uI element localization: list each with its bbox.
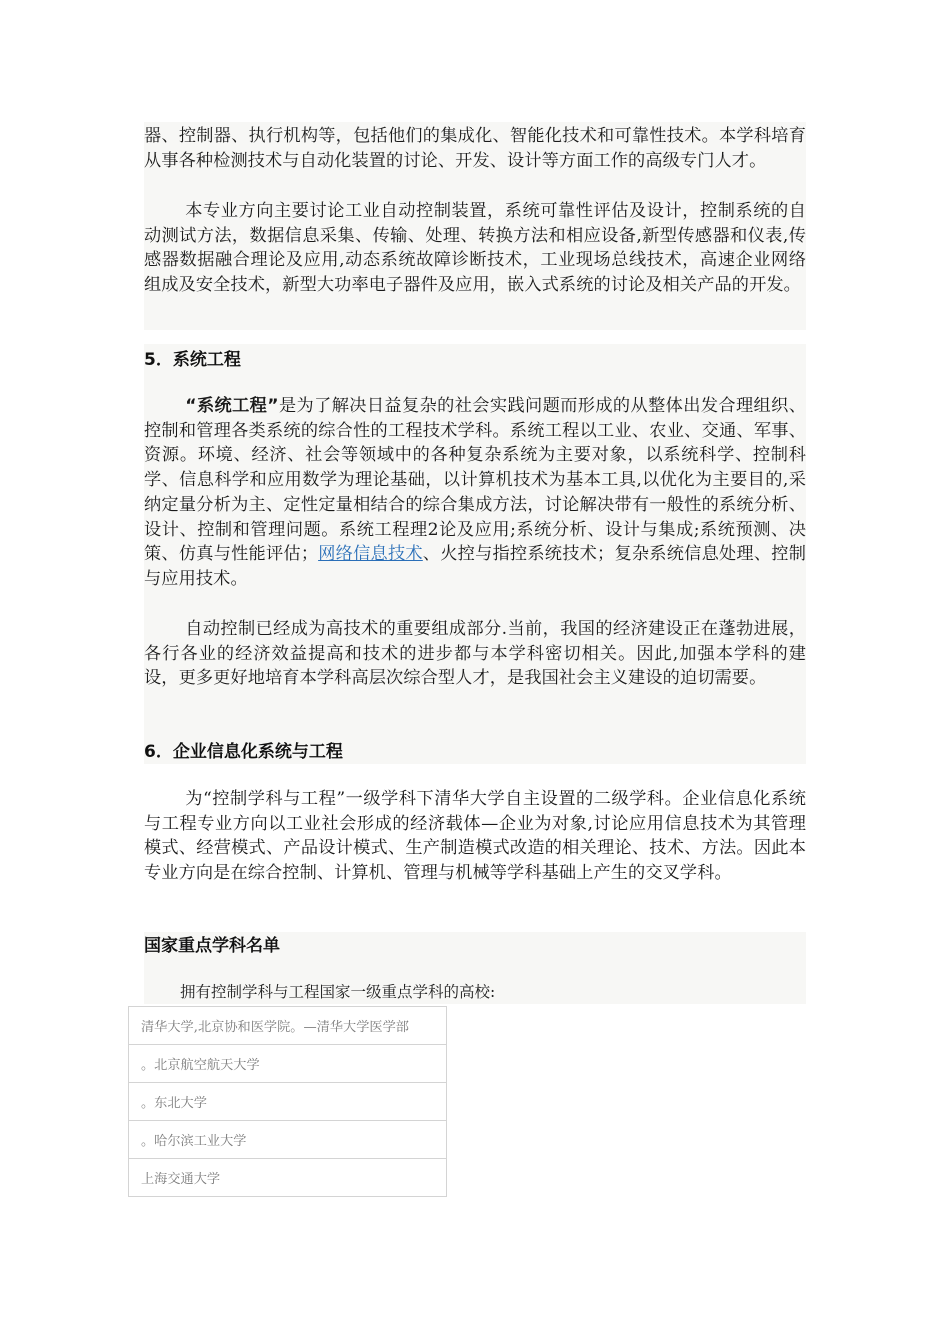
systems-engineering-text: 是为了解决日益复杂的社会实践问题而形成的从整体出发合理组织、控制和管理各类系统的综合性的工程技术学科。系统工程以工业、农业、交通、军事、资源。环境、经济、社会等领域中的各种复杂系统为主要对象，以系统科学、控制科学、信息科学和应用数学为理论基础，以计算机技术为基本工具,以优化为主要目的,采纳定量分析为主、定性定量相结合的综合集成方法，讨论解决带有一般性的系统分析、设计、控制和管理问题。系统工程理2论及应用;系统分析、设计与集成;系统预测、决策、仿真与性能评估； (144, 396, 806, 565)
table-row (129, 1083, 447, 1121)
university-cell: 上海交通大学 (129, 1159, 447, 1197)
paragraph-automation-devices: 本专业方向主要讨论工业自动控制装置，系统可靠性评估及设计，控制系统的自动测试方法，数据信息采集、传输、处理、转换方法和相应设备,新型传感器和仪表,传感器数据融合理论及应用,动态系统故障诊断技术，工业现场总线技术，高速企业网络组成及安全技术，新型大功率电子器件及应用，嵌入式系统的讨论及相关产品的开发。 (144, 201, 806, 296)
network-info-tech-link[interactable]: 网络信息技术 (318, 544, 423, 565)
systems-engineering-tail: 、火控与指控系统技术；复杂系统信息处理、控制与应用技术。 (144, 544, 806, 589)
key-disciplines-intro: 拥有控制学科与工程国家一级重点学科的高校: (180, 983, 496, 1001)
paragraph-systems-engineering (144, 394, 806, 592)
university-cell: 清华大学,北京协和医学院。—清华大学医学部 (129, 1007, 447, 1045)
table-row (129, 1007, 447, 1045)
university-cell: 。东北大学 (129, 1083, 447, 1121)
table-row (129, 1045, 447, 1083)
key-disciplines-heading: 国家重点学科名单 (144, 936, 280, 956)
university-cell: 。北京航空航天大学 (129, 1045, 447, 1083)
paragraph-automatic-control: 自动控制已经成为高技术的重要组成部分.当前，我国的经济建设正在蓬勃进展，各行各业的经济效益提高和技术的进步都与本学科密切相关。因此,加强本学科的建设，更多更好地培育本学科高层次综合型人才，是我国社会主义建设的迫切需要。 (144, 619, 806, 689)
paragraph-continued: 器、控制器、执行机构等，包括他们的集成化、智能化技术和可靠性技术。本学科培育从事各种检测技术与自动化装置的讨论、开发、设计等方面工作的高级专门人才。 (144, 126, 806, 171)
paragraph-enterprise-informatization: 为“控制学科与工程”一级学科下清华大学自主设置的二级学科。企业信息化系统与工程专业方向以工业社会形成的经济载体—企业为对象,讨论应用信息技术为其管理模式、经营模式、产品设计模式、生产制造模式改造的相关理论、技术、方法。因此本专业方向是在综合控制、计算机、管理与机械等学科基础上产生的交叉学科。 (144, 789, 806, 884)
table-row (129, 1159, 447, 1197)
section-6-heading: 6．企业信息化系统与工程 (144, 742, 343, 762)
university-table (128, 1006, 447, 1197)
table-row (129, 1121, 447, 1159)
section-5-heading: 5．系统工程 (144, 350, 241, 370)
term-systems-engineering: “系统工程” (185, 396, 279, 416)
university-cell: 。哈尔滨工业大学 (129, 1121, 447, 1159)
